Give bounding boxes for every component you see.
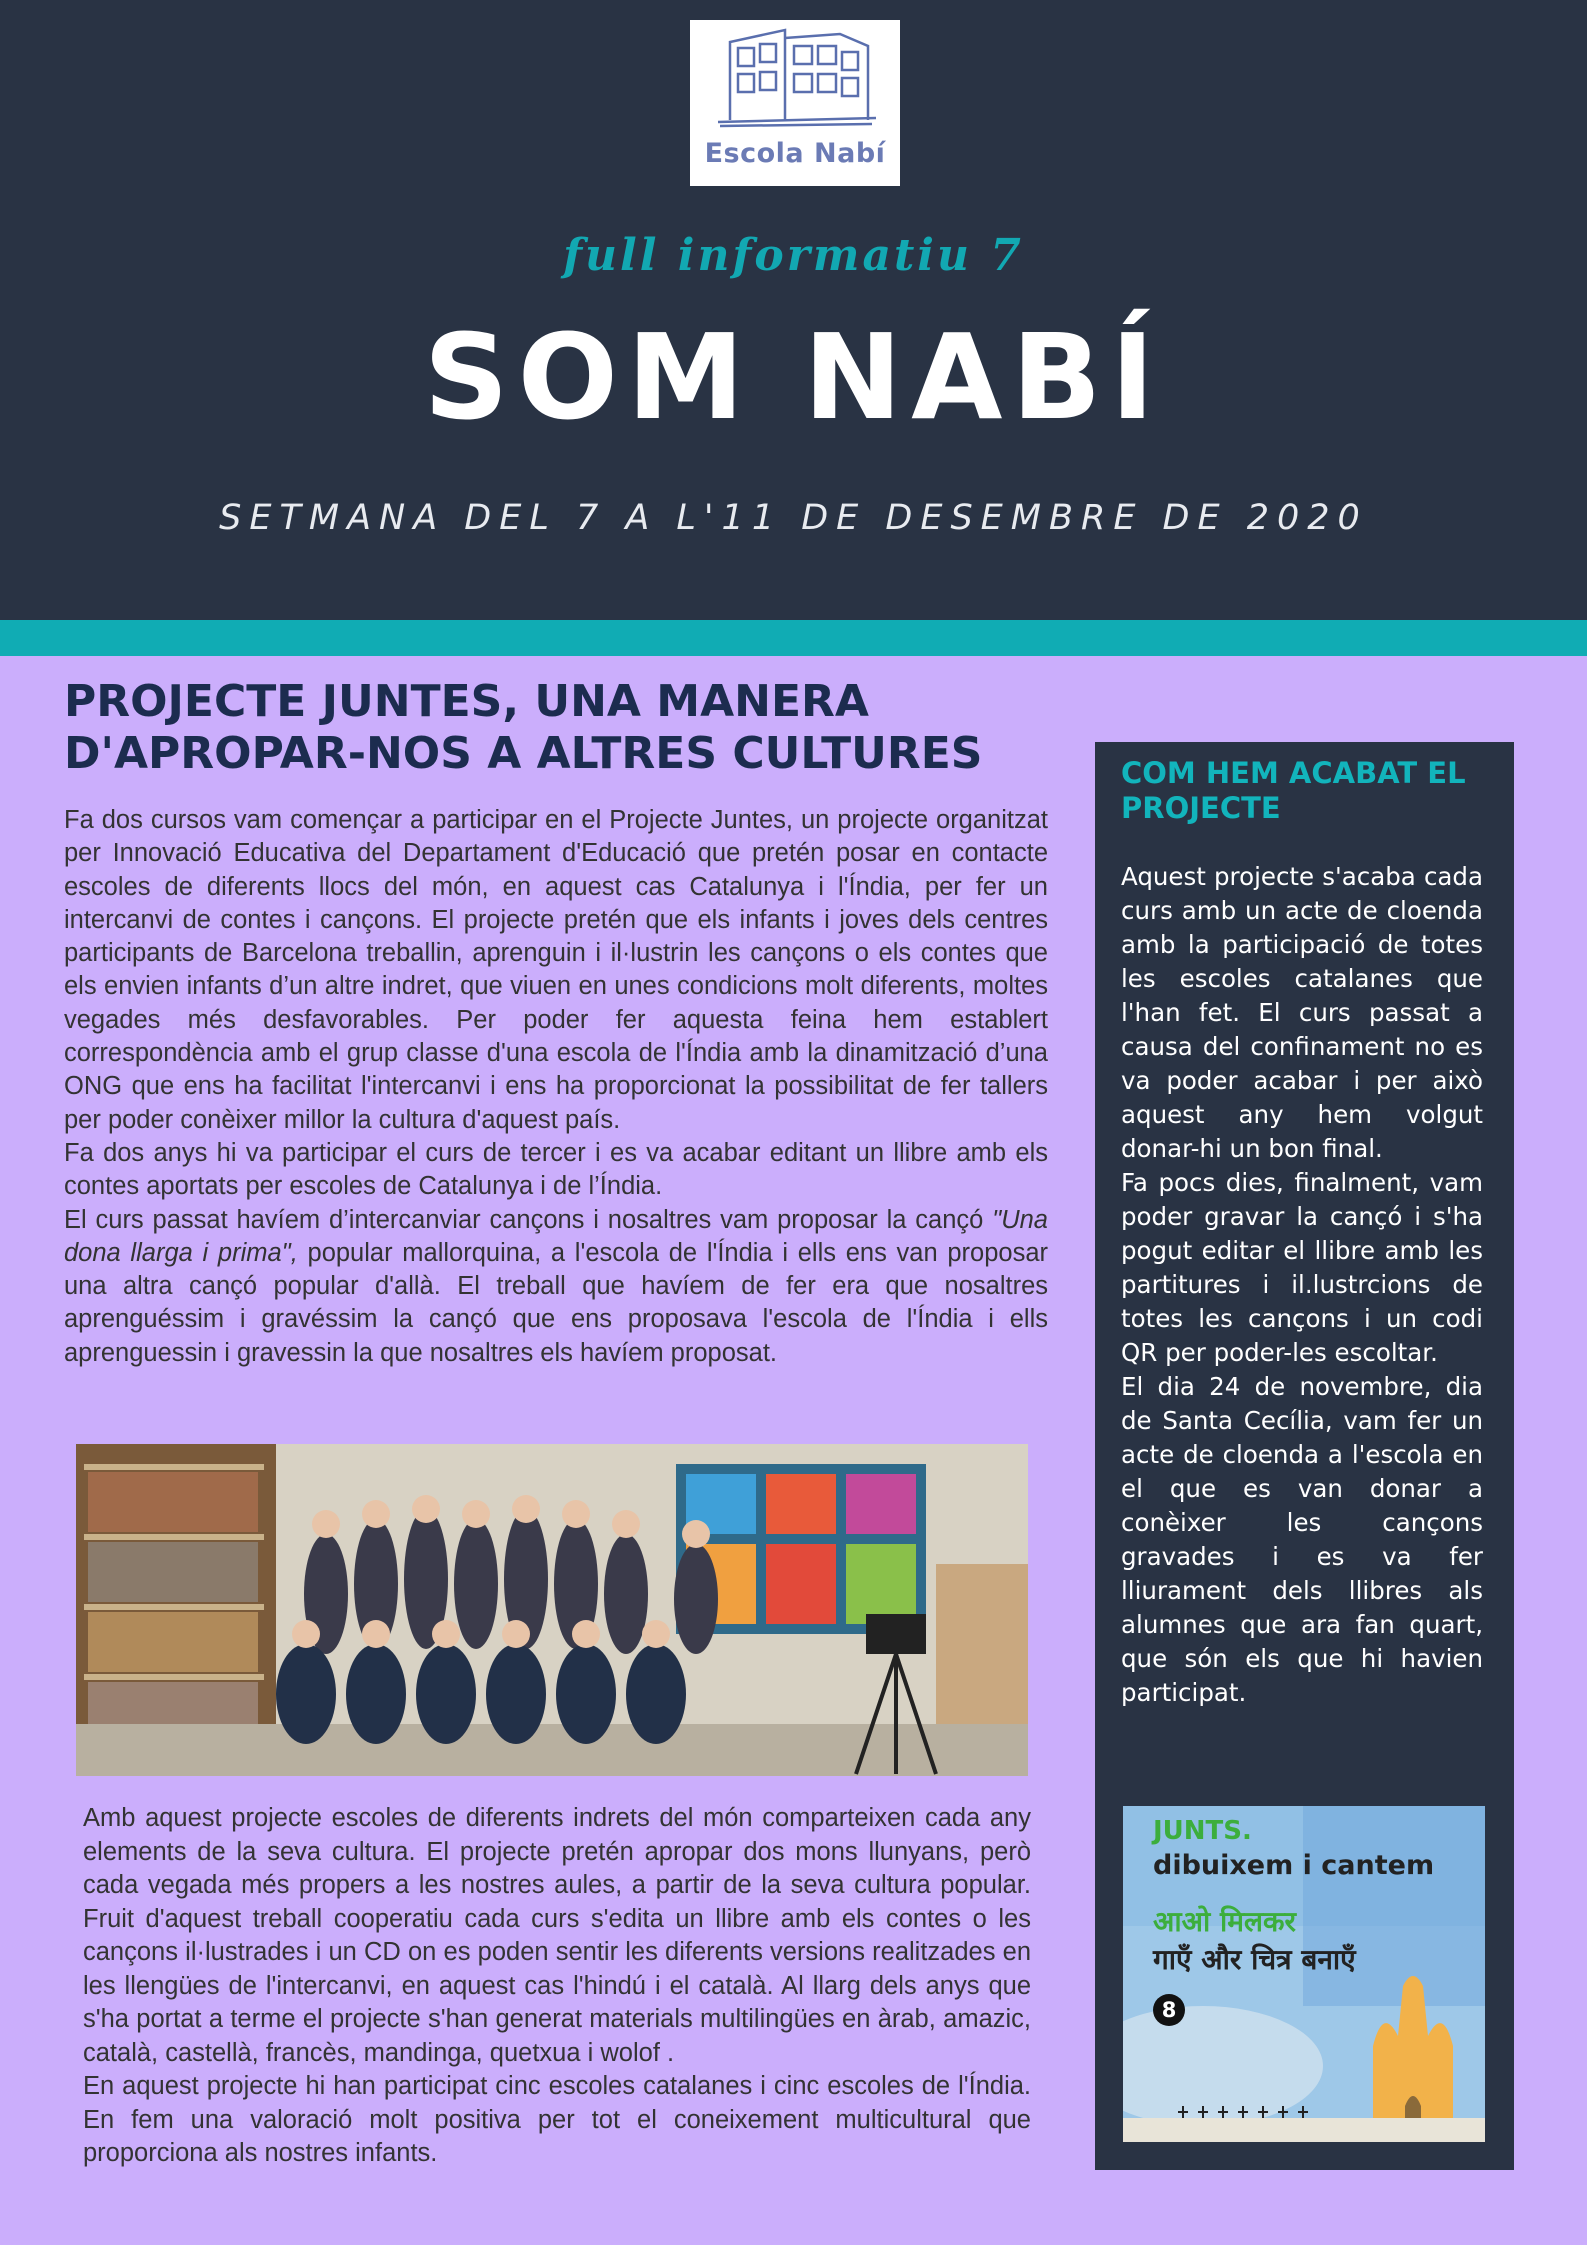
school-logo [690,20,900,186]
article-body-bottom [83,1802,1031,2171]
header-accent-bar [0,620,1587,656]
sidebar-paragraph: Aquest projecte s'acaba cada curs amb un acte de cloenda amb la participació de totes les escoles catalanes que l'han fet. El curs passat a causa del confinament no es va poder acabar i per això aquest any hem volgut donar-hi un bon final. [1121,862,1483,1163]
week-date: SETMANA DEL 7 A L'11 DE DESEMBRE DE 2020 [219,498,1368,538]
sidebar-title: COM HEM ACABAT EL PROJECTE [1121,756,1466,825]
article-paragraph: En aquest projecte hi han participat cinc escoles catalanes i cinc escoles de l'Índia. En fem una valoració molt positiva per tot el coneixement multicultural que proporciona als nostres infants. [83,2072,1031,2167]
sidebar-panel [1095,742,1514,2170]
article-body-top [64,804,1048,1370]
logo-text: Escola Nabí [704,138,886,169]
page-title: SOM NABÍ [423,308,1164,446]
cover-title-line: आओ मिलकर [1153,1905,1296,1938]
article-title: PROJECTE JUNTES, UNA MANERA D'APROPAR-NOS A ALTRES CULTURES [64,676,983,779]
article-paragraph [64,1204,1048,1370]
cover-title-line: गाएँ और चित्र बनाएँ [1153,1943,1356,1976]
paragraph-text: El curs passat havíem d’intercanviar cançons i nosaltres vam proposar la cançó [64,1205,993,1234]
book-cover-image [1123,1806,1485,2142]
cover-title-line: dibuixem i cantem [1153,1850,1435,1881]
sidebar-body [1121,860,1483,1710]
sidebar-paragraph: Fa pocs dies, finalment, vam poder gravar la cançó i s'ha pogut editar el llibre amb les partitures i il.lustrcions de totes les cançons i un codi QR per poder-les escoltar. [1121,1168,1483,1367]
article-paragraph: Amb aquest projecte escoles de diferents indrets del món comparteixen cada any elements de la seva cultura. El projecte pretén apropar dos mons llunyans, però cada vegada més propers a les nostres aules, a partir de la seva cultura popular. Fruit d'aquest treball cooperatiu cada curs s'edita un llibre amb els contes o les cançons il·lustrades i un CD on es poden sentir les diferents versions realitzades en les llengües de l'intercanvi, en aquest cas l'hindú i el català. Al llarg dels anys que s'ha portat a terme el projecte s'han generat materials multilingües en àrab, amazic, català, castellà, francès, mandinga, quetxua i wolof . [83,1804,1031,2067]
sidebar-paragraph: El dia 24 de novembre, dia de Santa Cecília, vam fer un acte de cloenda a l'escola en el que es van donar a conèixer les cançons gravades i es va fer lliurament dels llibres als alumnes que ara fan quart, que són els que hi havien participat. [1121,1372,1483,1707]
volume-number-badge: 8 [1153,1994,1185,2026]
article-paragraph: Fa dos anys hi va participar el curs de tercer i es va acabar editant un llibre amb els contes aportats per escoles de Catalunya i de l’Índia. [64,1138,1048,1201]
article-paragraph: Fa dos cursos vam començar a participar en el Projecte Juntes, un projecte organitzat per Innovació Educativa del Departament d'Educació que pretén posar en contacte escoles de diferents llocs del món, en aquest cas Catalunya i l'Índia, per fer un intercanvi de contes i cançons. El projecte pretén que els infants i joves dels centres participants de Barcelona treballin, aprenguin i il·lustrin les cançons o els contes que els envien infants d’un altre indret, que viuen en unes condicions molt diferents, moltes vegades més desfavorables. Per poder fer aquesta feina hem establert correspondència amb el grup classe d'una escola de l'Índia amb la dinamització d’una ONG que ens ha facilitat l'intercanvi i ens ha proporcionat la possibilitat de fer tallers per poder conèixer millor la cultura d'aquest país. [64,806,1048,1134]
newsletter-issue: full informatiu 7 [563,230,1024,281]
cover-title-line: JUNTS. [1153,1816,1252,1846]
song-title: "Una dona llarga i prima", [64,1205,1048,1267]
class-group-photo [76,1444,1028,1776]
paragraph-text: popular mallorquina, a l'escola de l'Índia i ells ens van proposar una altra cançó popular d'allà. El treball que havíem de fer era que nosaltres aprenguéssim i gravéssim la cançó que ens proposava l'escola de l'Índia i ells aprenguessin i gravessin la que nosaltres els havíem proposat. [64,1238,1048,1367]
